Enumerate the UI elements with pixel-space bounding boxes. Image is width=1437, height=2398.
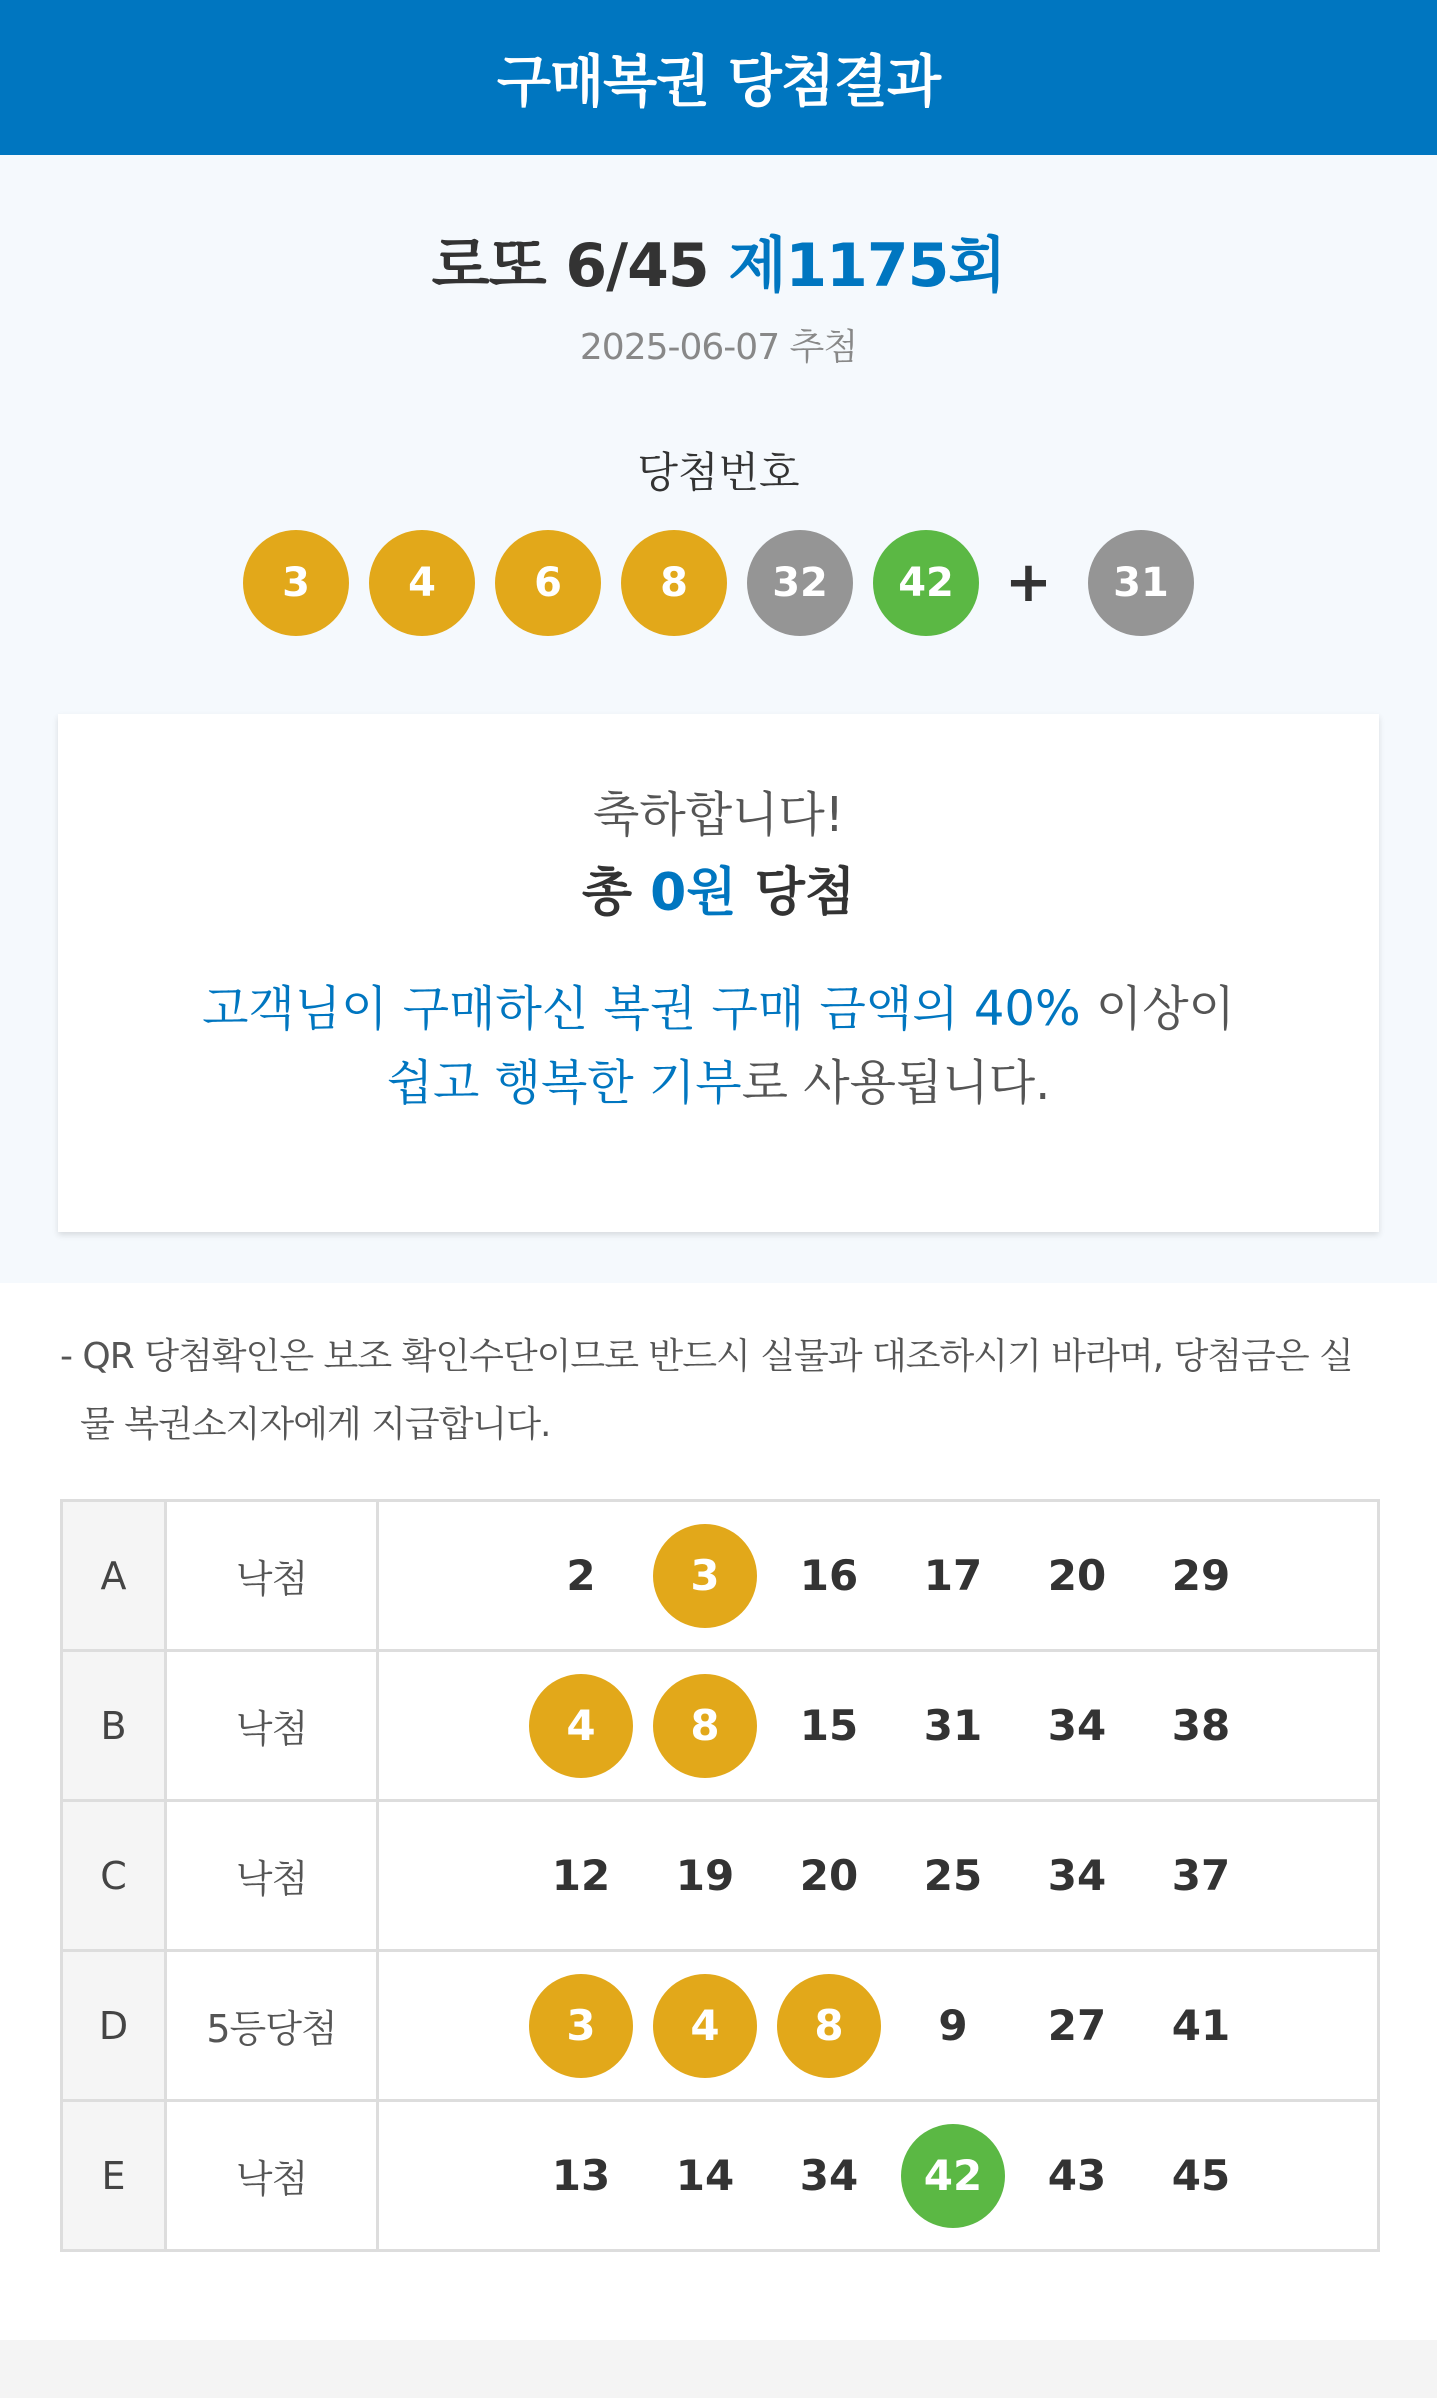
game-number: 16: [799, 1551, 859, 1600]
purchased-games-table: [60, 1499, 1380, 2252]
donation-highlight-1: 고객님이 구매하신 복권 구매 금액의 40%: [202, 981, 1081, 1037]
game-number: 31: [923, 1701, 983, 1750]
game-result: 낙첨: [166, 1651, 378, 1801]
game-label: E: [62, 2101, 166, 2251]
page-header: [0, 0, 1437, 155]
game-number: 38: [1171, 1701, 1231, 1750]
result-card: [58, 714, 1379, 1232]
game-label: B: [62, 1651, 166, 1801]
game-number: 25: [923, 1851, 983, 1900]
game-result: 낙첨: [166, 2101, 378, 2251]
game-result: 5등당첨: [166, 1951, 378, 2101]
game-row: [62, 1501, 1379, 1651]
game-row: [62, 1801, 1379, 1951]
total-prize: [58, 856, 1379, 930]
game-numbers: [378, 1501, 1379, 1651]
game-number: 20: [799, 1851, 859, 1900]
donation-text-1: 이상이: [1080, 981, 1235, 1037]
game-label: D: [62, 1951, 166, 2101]
game-numbers: [378, 1951, 1379, 2101]
donation-highlight-2: 쉽고 행복한 기부: [386, 1055, 742, 1111]
game-number: 17: [923, 1551, 983, 1600]
matched-number-ball: 8: [777, 1974, 881, 2078]
game-number: 34: [1047, 1701, 1107, 1750]
win-numbers-label: 당첨번호: [637, 448, 800, 497]
matched-number-ball: 42: [901, 2124, 1005, 2228]
game-name: 로또 6/45: [431, 231, 709, 301]
donation-message: [58, 972, 1379, 1120]
game-number: 12: [551, 1851, 611, 1900]
total-amount: 0원: [650, 863, 737, 923]
win-number-ball: 8: [621, 530, 727, 636]
win-number-ball: 4: [369, 530, 475, 636]
congrats-text: 축하합니다!: [592, 787, 845, 843]
qr-notice-text: - QR 당첨확인은 보조 확인수단이므로 반드시 실물과 대조하시기 바라며, 당첨금은 실물 복권소지자에게 지급합니다.: [60, 1336, 1353, 1445]
game-number: 14: [675, 2151, 735, 2200]
matched-number-ball: 3: [529, 1974, 633, 2078]
game-number: 34: [799, 2151, 859, 2200]
win-number-ball: 42: [873, 530, 979, 636]
game-numbers: [378, 1651, 1379, 1801]
game-number: 15: [799, 1701, 859, 1750]
plus-sign: +: [1005, 550, 1052, 615]
matched-number-ball: 8: [653, 1674, 757, 1778]
game-number: 41: [1171, 2001, 1231, 2050]
matched-number-ball: 4: [653, 1974, 757, 2078]
bonus-number-ball: 31: [1088, 530, 1194, 636]
game-numbers: [378, 2101, 1379, 2251]
game-label: A: [62, 1501, 166, 1651]
matched-number-ball: 3: [653, 1524, 757, 1628]
draw-summary: [0, 155, 1437, 1283]
win-number-ball: 3: [243, 530, 349, 636]
matched-number-ball: 4: [529, 1674, 633, 1778]
draw-title: [0, 227, 1437, 305]
total-prefix: 총: [581, 863, 633, 923]
win-number-ball: 6: [495, 530, 601, 636]
game-result: 낙첨: [166, 1801, 378, 1951]
game-row: [62, 1651, 1379, 1801]
game-number: 43: [1047, 2151, 1107, 2200]
game-number: 45: [1171, 2151, 1231, 2200]
game-number: 27: [1047, 2001, 1107, 2050]
game-number: 19: [675, 1851, 735, 1900]
game-numbers: [378, 1801, 1379, 1951]
game-number: 2: [566, 1551, 596, 1600]
game-number: 9: [938, 2001, 968, 2050]
game-number: 34: [1047, 1851, 1107, 1900]
draw-date: 2025-06-07 추첨: [579, 327, 858, 368]
game-result: 낙첨: [166, 1501, 378, 1651]
footer-band: [0, 2340, 1437, 2398]
game-label: C: [62, 1801, 166, 1951]
game-number: 29: [1171, 1551, 1231, 1600]
game-number: 13: [551, 2151, 611, 2200]
total-suffix: 당첨: [754, 863, 856, 923]
game-number: 20: [1047, 1551, 1107, 1600]
game-number: 37: [1171, 1851, 1231, 1900]
win-numbers: [0, 530, 1437, 636]
qr-notice: [0, 1283, 1437, 1459]
donation-text-2: 로 사용됩니다.: [741, 1055, 1051, 1111]
game-row: [62, 1951, 1379, 2101]
game-row: [62, 2101, 1379, 2251]
draw-round: 제1175회: [728, 231, 1006, 301]
page-title: 구매복권 당첨결과: [496, 49, 941, 115]
win-number-ball: 32: [747, 530, 853, 636]
